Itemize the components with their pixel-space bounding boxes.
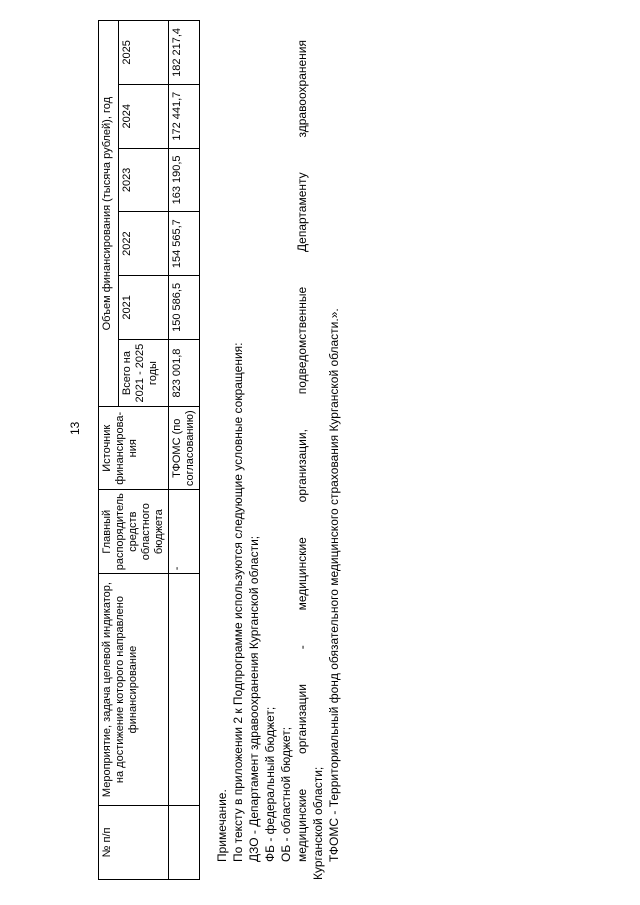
note-mo-line1: медицинские организации - медицинские организации, подведомственные Департаменту здравоохранения — [295, 40, 309, 862]
header-manager: Главный распорядитель средств областного бюджета — [99, 490, 169, 574]
header-volume: Объем финансирования (тысяча рублей), год — [99, 21, 119, 407]
note-dzo: ДЗО - Департамент здравоохранения Курганской области; — [247, 535, 261, 862]
cell-2025: 182 217,4 — [169, 21, 200, 85]
financing-table — [98, 20, 200, 880]
table-row — [169, 21, 200, 880]
notes-intro: По тексту в приложении 2 к Подпрограмме используются следующие условные сокращения: — [231, 342, 245, 862]
cell-source: ТФОМС (по согласованию) — [169, 407, 200, 490]
cell-activity — [169, 574, 200, 806]
header-2025: 2025 — [119, 21, 169, 85]
header-2023: 2023 — [119, 148, 169, 212]
note-fb: ФБ - федеральный бюджет; — [263, 706, 277, 862]
note-ob: ОБ - областной бюджет; — [279, 726, 293, 862]
cell-total: 823 001,8 — [169, 339, 200, 407]
cell-num — [169, 805, 200, 879]
notes-title: Примечание. — [215, 789, 229, 862]
note-mo-line2: Курганской области; — [311, 766, 325, 880]
cell-2022: 154 565,7 — [169, 212, 200, 276]
header-total: Всего на 2021 - 2025 годы — [119, 339, 169, 407]
cell-2024: 172 441,7 — [169, 84, 200, 148]
cell-2021: 150 586,5 — [169, 276, 200, 340]
cell-2023: 163 190,5 — [169, 148, 200, 212]
cell-manager: - — [169, 490, 200, 574]
rotated-content — [98, 20, 342, 880]
header-2022: 2022 — [119, 212, 169, 276]
header-num: № п/п — [99, 805, 169, 879]
header-source: Источник финансирова-ния — [99, 407, 169, 490]
note-tfoms: ТФОМС - Территориальный фонд обязательного медицинского страхования Курганской области.». — [327, 308, 341, 862]
table-header-row — [99, 21, 119, 880]
notes-section — [214, 40, 342, 880]
page-number: 13 — [68, 421, 82, 435]
header-2021: 2021 — [119, 276, 169, 340]
header-activity: Мероприятие, задача целевой индикатор, на достижение которого направлено финансирование — [99, 574, 169, 806]
header-2024: 2024 — [119, 84, 169, 148]
